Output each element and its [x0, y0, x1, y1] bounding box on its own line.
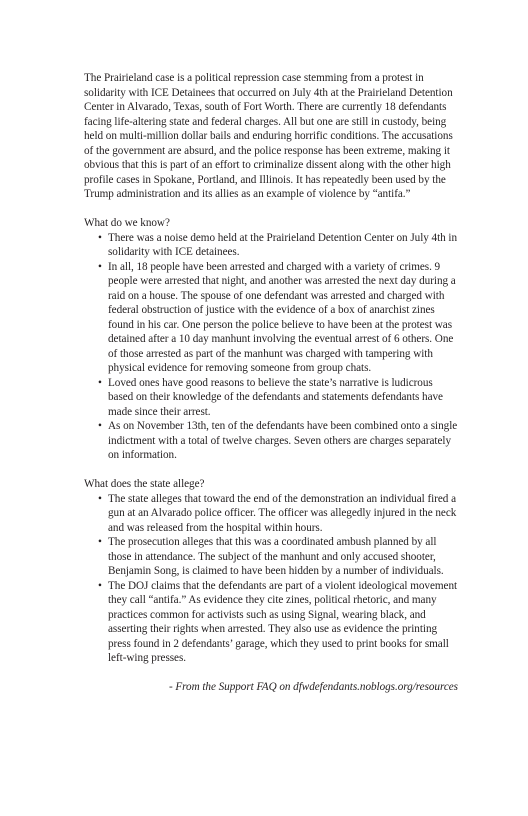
list-item-text: Loved ones have good reasons to believe the state’s narrative is ludicrous based on their knowledge of the defendants and statements defendants have made since their arrest.	[108, 376, 443, 418]
list-item	[98, 535, 458, 579]
section-heading-state-allege: What does the state allege?	[84, 478, 205, 490]
bullet-icon: •	[98, 420, 102, 432]
bullet-icon: •	[98, 536, 102, 548]
list-item	[98, 260, 458, 376]
list-item	[98, 231, 458, 260]
what-do-we-know-list	[84, 231, 458, 463]
bullet-icon: •	[98, 260, 102, 273]
list-item	[98, 492, 458, 536]
source-attribution: - From the Support FAQ on dfwdefendants.noblogs.org/resources	[168, 681, 458, 693]
state-allege-list	[84, 492, 458, 666]
bullet-icon: •	[98, 579, 102, 592]
list-item-text: As on November 13th, ten of the defendants have been combined onto a single indictment with a total of twelve charges. Seven others are charges separately on information.	[108, 420, 458, 461]
bullet-icon: •	[98, 492, 102, 505]
intro-paragraph: The Prairieland case is a political repression case stemming from a protest in solidarity with ICE Detainees that occurred on July 4th at the Prairieland Detention Center in Alvarado, Texas, south of Fort Worth. There are currently 18 defendants facing life-altering state and federal charges. All but one are still in custody, being held on multi-million dollar bails and enduring horrific conditions. The accusations of the government are absurd, and the police response has been extreme, making it obvious that this is part of an effort to criminalize dissent along with the other high profile cases in Spokane, Portland, and Illinois. It has repeatedly been used by the Trump administration and its allies as an example of violence by “antifa.”	[84, 72, 453, 200]
list-item	[98, 376, 458, 420]
document-page	[84, 71, 458, 695]
list-item-text: The prosecution alleges that this was a coordinated ambush planned by all those in attendance. The subject of the manhunt and only accused shooter, Benjamin Song, is claimed to have been hidden by a number of individuals.	[108, 536, 444, 577]
list-item	[98, 419, 458, 463]
bullet-icon: •	[98, 376, 102, 389]
list-item-text: The DOJ claims that the defendants are part of a violent ideological movement they call “antifa.” As evidence they cite zines, political rhetoric, and many practices common for activists such as using Signal, wearing black, and asserting their rights when arrested. They also use as evidence the printing press found in 2 defendants’ garage, which they used to print books for small left-wing presses.	[108, 579, 458, 664]
list-item-text: There was a noise demo held at the Prairieland Detention Center on July 4th in solidarity with ICE detainees.	[108, 231, 458, 258]
section-heading-what-do-we-know: What do we know?	[84, 217, 170, 229]
list-item-text: The state alleges that toward the end of the demonstration an individual fired a gun at an Alvarado police officer. The officer was allegedly injured in the neck and was released from the hospital within hours.	[108, 492, 457, 534]
bullet-icon: •	[98, 231, 102, 244]
list-item-text: In all, 18 people have been arrested and charged with a variety of crimes. 9 people were arrested that night, and another was arrested the next day during a raid on a house. The spouse of one defendant was arrested and charged with federal obstruction of justice with the evidence of a box of anarchist zines found in his car. One person the police believe to have been at the protest was detained after a 10 day manhunt involving the eventual arrest of 6 others. One of those arrested as part of the manhunt was charged with tampering with physical evidence for removing someone from group chats.	[108, 260, 456, 374]
list-item	[98, 579, 458, 666]
